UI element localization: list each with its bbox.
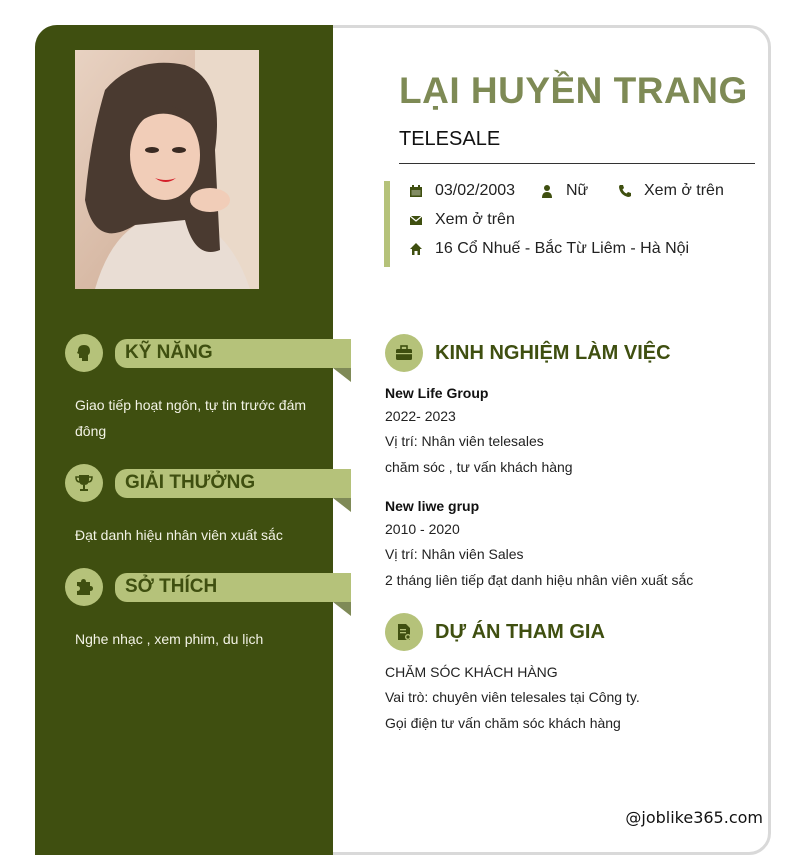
project-desc: Gọi điện tư vấn chăm sóc khách hàng <box>385 715 621 731</box>
hobbies-text: Nghe nhạc , xem phim, du lịch <box>75 631 264 647</box>
job-period: 2022- 2023 <box>385 408 456 424</box>
band-fold <box>333 602 351 616</box>
info-accent-bar <box>384 181 390 267</box>
briefcase-icon <box>385 334 423 372</box>
skills-band <box>115 339 351 368</box>
address-value: 16 Cổ Nhuế - Bắc Từ Liêm - Hà Nội <box>435 240 690 257</box>
skills-title: KỸ NĂNG <box>125 342 213 363</box>
candidate-name: LẠI HUYỀN TRANG <box>399 70 748 111</box>
trophy-icon <box>65 464 103 502</box>
birthday-row <box>409 182 515 200</box>
awards-title: GIẢI THƯỞNG <box>125 472 256 493</box>
phone-value: Xem ở trên <box>644 182 724 199</box>
band-fold <box>333 498 351 512</box>
hobbies-band <box>115 573 351 602</box>
awards-text: Đạt danh hiệu nhân viên xuất sắc <box>75 527 283 543</box>
hobbies-title: SỞ THÍCH <box>125 576 218 597</box>
job-desc: 2 tháng liên tiếp đạt danh hiệu nhân viên xuất sắc <box>385 572 694 588</box>
project-name: CHĂM SÓC KHÁCH HÀNG <box>385 664 558 680</box>
person-icon <box>540 184 554 198</box>
puzzle-icon <box>65 568 103 606</box>
projects-title: DỰ ÁN THAM GIA <box>435 621 605 643</box>
experience-title: KINH NGHIỆM LÀM VIỆC <box>435 342 671 364</box>
watermark: @joblike365.com <box>625 808 763 827</box>
band-fold <box>333 368 351 382</box>
job-title: TELESALE <box>399 128 501 150</box>
job-role: Vị trí: Nhân viên telesales <box>385 433 544 449</box>
awards-band <box>115 469 351 498</box>
birthday-value: 03/02/2003 <box>435 182 516 199</box>
address-row <box>409 240 689 258</box>
brain-icon <box>65 334 103 372</box>
job-role: Vị trí: Nhân viên Sales <box>385 546 524 562</box>
phone-icon <box>618 184 632 198</box>
home-icon <box>409 242 423 256</box>
job-company: New liwe grup <box>385 498 480 514</box>
document-gear-icon <box>385 613 423 651</box>
header-divider <box>399 163 755 164</box>
job-company: New Life Group <box>385 385 489 401</box>
job-desc: chăm sóc , tư vấn khách hàng <box>385 459 573 475</box>
project-role: Vai trò: chuyên viên telesales tại Công ty. <box>385 689 640 705</box>
calendar-icon <box>409 184 423 198</box>
envelope-icon <box>409 213 423 227</box>
skills-text: Giao tiếp hoạt ngôn, tự tin trước đám đông <box>75 397 307 439</box>
phone-row <box>618 182 724 200</box>
gender-value: Nữ <box>566 182 589 199</box>
profile-photo <box>75 50 259 289</box>
email-row <box>409 211 515 229</box>
email-value: Xem ở trên <box>435 211 515 228</box>
gender-row <box>540 182 588 200</box>
job-period: 2010 - 2020 <box>385 521 460 537</box>
